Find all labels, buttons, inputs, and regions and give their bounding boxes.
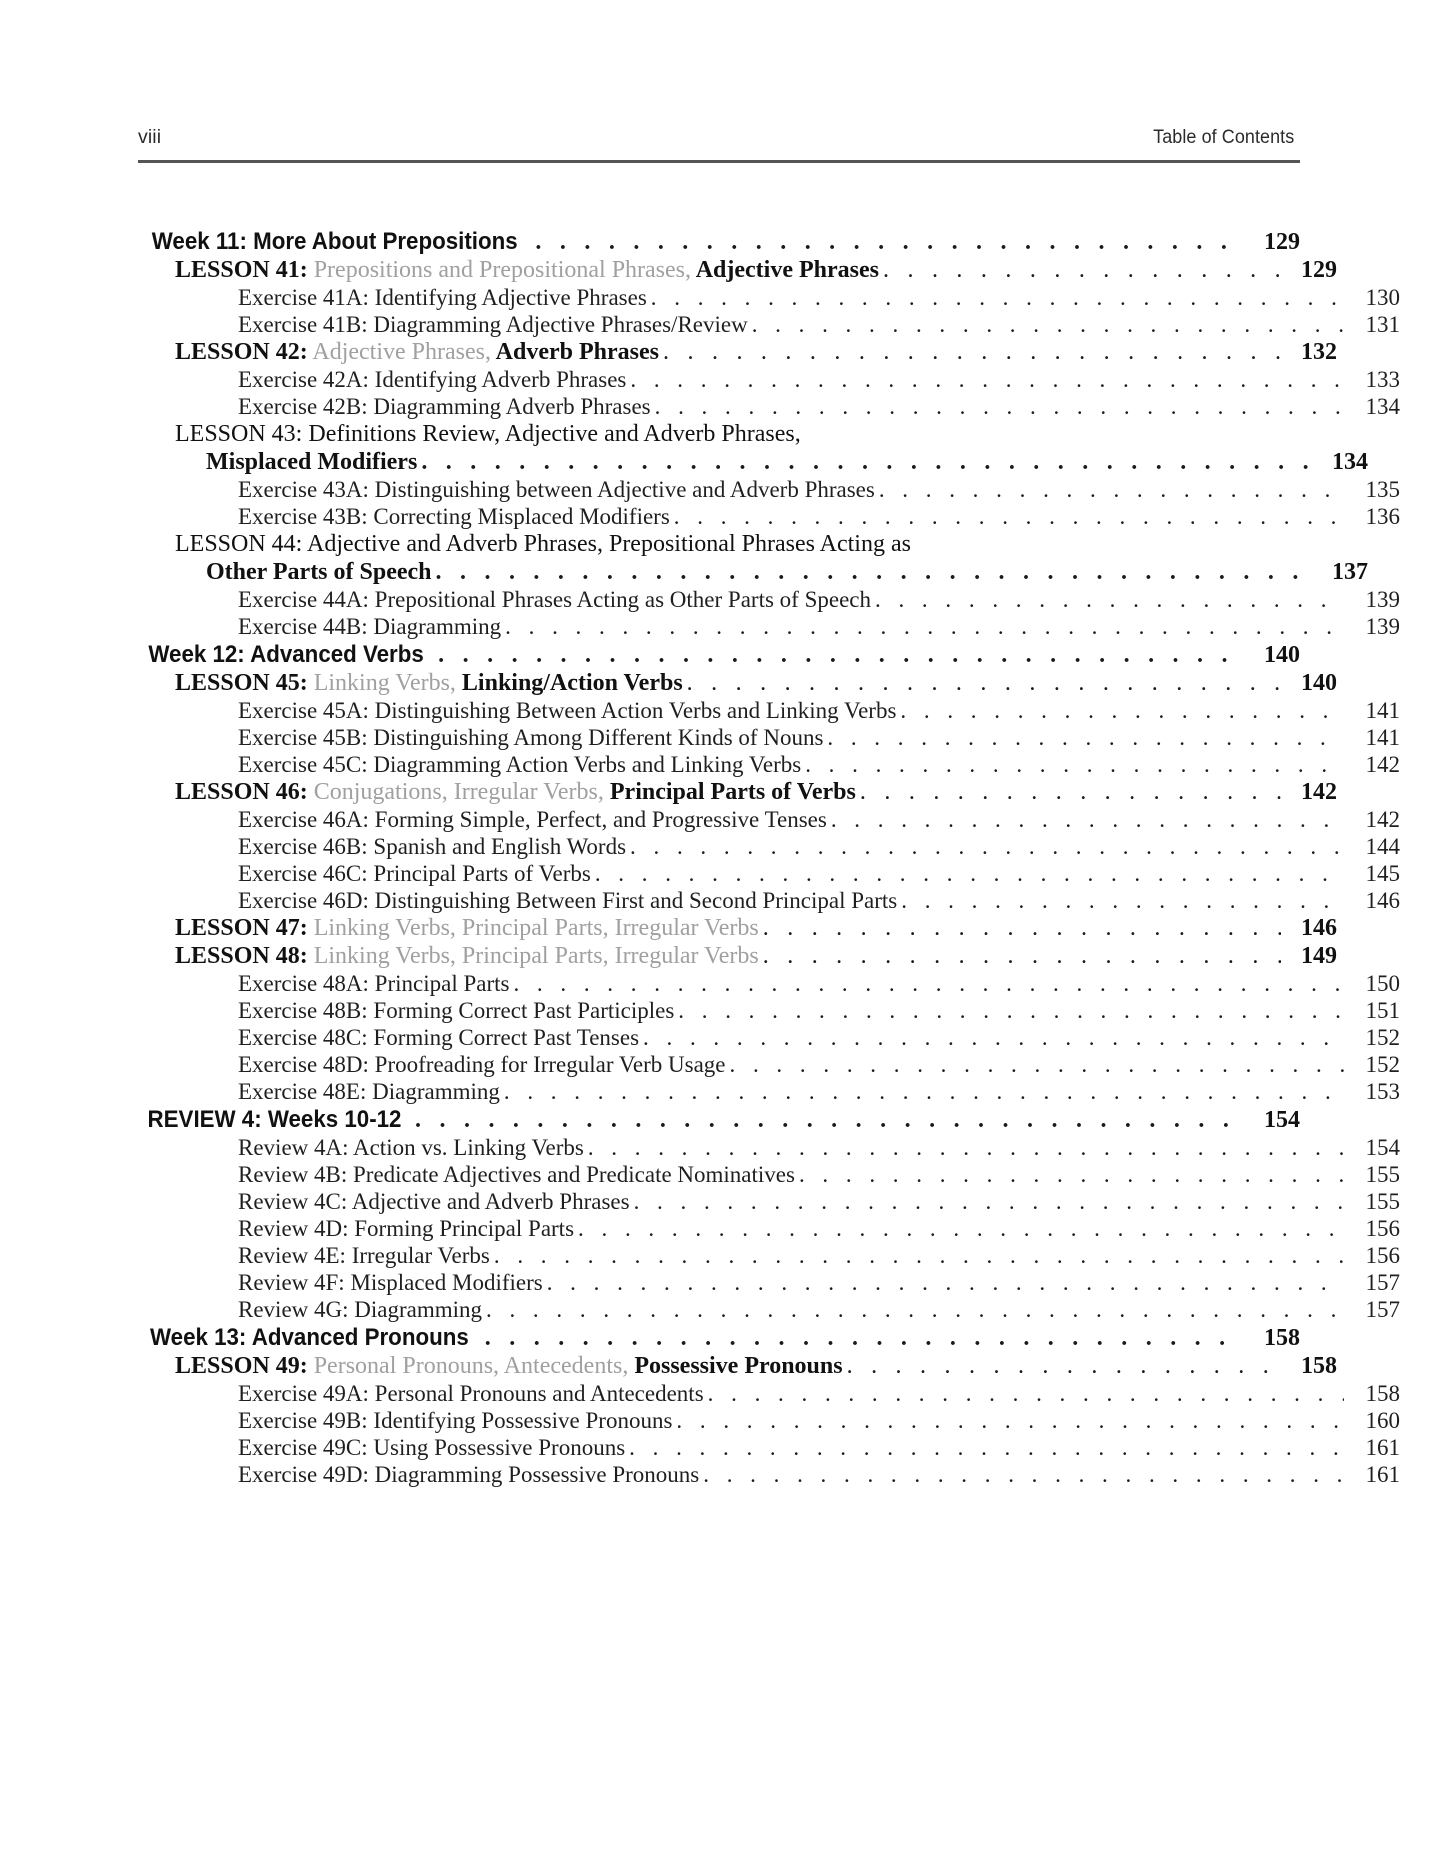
dot-leader <box>504 1079 1344 1105</box>
toc-page-number: 131 <box>1365 312 1400 337</box>
dot-leader <box>436 559 1312 586</box>
toc-exercise-label: Exercise 49A: Personal Pronouns and Antecedents <box>238 1381 704 1406</box>
toc-page-number: 158 <box>1365 1381 1400 1406</box>
toc-exercise-row[interactable] <box>238 1189 1400 1215</box>
toc-exercise-label: Exercise 43B: Correcting Misplaced Modifiers <box>238 504 670 529</box>
toc-lesson-number: LESSON 45: <box>175 670 308 696</box>
toc-page-number: 161 <box>1365 1462 1400 1487</box>
toc-page-number: 134 <box>1332 449 1368 475</box>
toc-exercise-label: Exercise 46A: Forming Simple, Perfect, and Progressive Tenses <box>238 807 827 832</box>
toc-exercise-row[interactable] <box>238 312 1400 338</box>
toc-page-number: 149 <box>1301 943 1337 969</box>
dot-leader <box>883 257 1281 284</box>
dot-leader <box>687 670 1281 697</box>
toc-exercise-row[interactable] <box>238 477 1400 503</box>
toc-exercise-row[interactable] <box>238 587 1400 613</box>
toc-lesson-number: LESSON 48: <box>175 943 308 969</box>
dot-leader <box>674 504 1344 530</box>
toc-page-number: 144 <box>1365 834 1400 859</box>
toc-page-number: 140 <box>1264 642 1300 668</box>
toc-exercise-label: Exercise 48D: Proofreading for Irregular Verb Usage <box>238 1052 726 1077</box>
toc-lesson-number: LESSON 47: <box>175 915 308 941</box>
header-rule <box>138 160 1300 163</box>
toc-lesson-number: LESSON 44: <box>175 531 303 557</box>
dot-leader <box>655 394 1344 420</box>
dot-leader <box>505 614 1344 640</box>
dot-leader <box>763 943 1281 970</box>
toc-page-number: 142 <box>1365 752 1400 777</box>
toc-exercise-label: Exercise 44B: Diagramming <box>238 614 502 639</box>
toc-exercise-label: Exercise 46D: Distinguishing Between First and Second Principal Parts <box>238 888 898 913</box>
toc-exercise-row[interactable] <box>238 1052 1400 1078</box>
dot-leader <box>630 834 1344 860</box>
toc-page-number: 152 <box>1365 1025 1400 1050</box>
toc-week-row[interactable] <box>138 641 1300 669</box>
toc-lesson-title: Linking/Action Verbs <box>455 670 683 696</box>
toc-page-number: 157 <box>1365 1297 1400 1322</box>
toc-exercise-label: Exercise 41B: Diagramming Adjective Phrases/Review <box>238 312 748 337</box>
toc-lesson-subtitle: Personal Pronouns, Antecedents, <box>307 1353 629 1379</box>
page-folio: viii <box>138 126 162 148</box>
toc-exercise-label: Review 4C: Adjective and Adverb Phrases <box>238 1189 630 1214</box>
toc-exercise-label: Exercise 45A: Distinguishing Between Action Verbs and Linking Verbs <box>238 698 897 723</box>
toc-page-number: 156 <box>1365 1243 1400 1268</box>
toc-exercise-row[interactable] <box>238 698 1400 724</box>
dot-leader <box>879 477 1344 503</box>
toc-week-label: Week 11: More About Prepositions <box>151 228 518 255</box>
toc-exercise-row[interactable] <box>238 971 1400 997</box>
dot-leader <box>703 1462 1344 1488</box>
toc-lesson-number: LESSON 49: <box>175 1353 308 1379</box>
toc-lesson-title: Adjective Phrases <box>691 257 879 283</box>
toc-exercise-row[interactable] <box>238 998 1400 1024</box>
toc-lesson-title: Possessive Pronouns <box>628 1353 843 1379</box>
toc-exercise-label: Review 4G: Diagramming <box>238 1297 483 1322</box>
dot-leader <box>578 1216 1344 1242</box>
toc-exercise-row[interactable] <box>238 888 1400 914</box>
toc-exercise-label: Exercise 46B: Spanish and English Words <box>238 834 627 859</box>
dot-leader <box>678 998 1344 1024</box>
toc-exercise-label: Exercise 48A: Principal Parts <box>238 971 510 996</box>
toc-exercise-label: Exercise 49C: Using Possessive Pronouns <box>238 1435 626 1460</box>
toc-exercise-row[interactable] <box>238 1079 1400 1105</box>
toc-exercise-label: Exercise 43A: Distinguishing between Adjective and Adverb Phrases <box>238 477 875 502</box>
dot-leader <box>634 1189 1344 1215</box>
dot-leader <box>805 752 1344 778</box>
toc-exercise-row[interactable] <box>238 1408 1400 1434</box>
toc-week-row[interactable] <box>138 228 1300 256</box>
toc-lesson-number: LESSON 46: <box>175 779 308 805</box>
toc-exercise-row[interactable] <box>238 1216 1400 1242</box>
toc-page-number: 129 <box>1264 229 1300 255</box>
toc-lesson-continuation-row[interactable] <box>206 449 1368 476</box>
dot-leader <box>827 725 1344 751</box>
toc-page-number: 129 <box>1301 257 1337 283</box>
toc-page-number: 153 <box>1365 1079 1400 1104</box>
toc-lesson-subtitle: Conjugations, Irregular Verbs, <box>307 779 604 805</box>
dot-leader <box>494 1243 1344 1269</box>
toc-exercise-row[interactable] <box>238 1297 1400 1323</box>
toc-exercise-label: Exercise 45B: Distinguishing Among Different Kinds of Nouns <box>238 725 824 750</box>
dot-leader <box>595 861 1344 887</box>
toc-exercise-row[interactable] <box>238 1270 1400 1296</box>
toc-week-label: Week 12: Advanced Verbs <box>148 641 424 668</box>
toc-exercise-row[interactable] <box>238 752 1400 778</box>
toc-page-number: 154 <box>1365 1135 1400 1160</box>
running-header-title: Table of Contents <box>1152 126 1294 148</box>
toc-page-number: 130 <box>1365 285 1400 310</box>
toc-page-number: 158 <box>1264 1325 1300 1351</box>
toc-exercise-row[interactable] <box>238 834 1400 860</box>
toc-page-number: 140 <box>1301 670 1337 696</box>
toc-page-number: 139 <box>1365 587 1400 612</box>
toc-exercise-row[interactable] <box>238 394 1400 420</box>
toc-page-number: 141 <box>1365 725 1400 750</box>
toc-exercise-row[interactable] <box>238 861 1400 887</box>
toc-lesson-number: LESSON 42: <box>175 339 308 365</box>
toc-lesson-row[interactable] <box>175 339 1337 366</box>
toc-exercise-label: Exercise 46C: Principal Parts of Verbs <box>238 861 591 886</box>
dot-leader <box>860 779 1281 806</box>
toc-lesson-row[interactable] <box>175 257 1337 284</box>
toc-lesson-continuation-label: Misplaced Modifiers <box>206 449 418 475</box>
toc-lesson-number: LESSON 41: <box>175 257 308 283</box>
dot-leader <box>438 642 1244 669</box>
toc-lesson-title: Prepositional Phrases Acting as <box>602 531 911 557</box>
toc-page-number: 135 <box>1365 477 1400 502</box>
toc-page-number: 152 <box>1365 1052 1400 1077</box>
toc-page-number: 133 <box>1365 367 1400 392</box>
toc-page-number: 134 <box>1365 394 1400 419</box>
toc-lesson-title: Adverb Phrases <box>491 339 659 365</box>
dot-leader <box>901 888 1344 914</box>
toc-exercise-row[interactable] <box>238 614 1400 640</box>
toc-exercise-label: Exercise 44A: Prepositional Phrases Acting as Other Parts of Speech <box>238 587 872 612</box>
toc-page-number: 156 <box>1365 1216 1400 1241</box>
dot-leader <box>900 698 1344 724</box>
running-header <box>138 126 1300 149</box>
dot-leader <box>799 1162 1344 1188</box>
dot-leader <box>831 807 1344 833</box>
toc-lesson-subtitle: Prepositions and Prepositional Phrases, <box>307 257 692 283</box>
dot-leader <box>643 1025 1344 1051</box>
dot-leader <box>676 1408 1344 1434</box>
toc-exercise-row[interactable] <box>238 1162 1400 1188</box>
toc-exercise-row[interactable] <box>238 807 1400 833</box>
toc-exercise-row[interactable] <box>238 1135 1400 1161</box>
dot-leader <box>708 1381 1344 1407</box>
toc-page-number: 146 <box>1301 915 1337 941</box>
toc-page-number: 151 <box>1365 998 1400 1023</box>
toc-exercise-row[interactable] <box>238 1462 1400 1488</box>
toc-page-number: 154 <box>1264 1107 1300 1133</box>
toc-lesson-row[interactable] <box>175 943 1337 970</box>
toc-lesson-row[interactable] <box>175 915 1337 942</box>
toc-exercise-row[interactable] <box>238 1381 1400 1407</box>
toc-lesson-continuation-row[interactable] <box>206 559 1368 586</box>
toc-page-number: 161 <box>1365 1435 1400 1460</box>
toc-page-number: 142 <box>1365 807 1400 832</box>
toc-lesson-row[interactable] <box>175 1353 1337 1380</box>
toc-page-number: 155 <box>1365 1162 1400 1187</box>
dot-leader <box>847 1353 1281 1380</box>
dot-leader <box>875 587 1344 613</box>
toc-page-number: 160 <box>1365 1408 1400 1433</box>
toc-lesson-subtitle: Linking Verbs, <box>307 670 456 696</box>
toc-lesson-row[interactable] <box>175 779 1337 806</box>
toc-exercise-label: Review 4F: Misplaced Modifiers <box>238 1270 543 1295</box>
toc-page-number: 158 <box>1301 1353 1337 1379</box>
toc-lesson-row[interactable] <box>175 421 1337 448</box>
toc-exercise-row[interactable] <box>238 1435 1400 1461</box>
toc-exercise-label: Exercise 48C: Forming Correct Past Tenses <box>238 1025 640 1050</box>
dot-leader <box>763 915 1281 942</box>
toc-page-number: 136 <box>1365 504 1400 529</box>
toc-exercise-label: Exercise 42A: Identifying Adverb Phrases <box>238 367 627 392</box>
toc-exercise-label: Review 4B: Predicate Adjectives and Predicate Nominatives <box>238 1162 795 1187</box>
dot-leader <box>730 1052 1344 1078</box>
toc-exercise-row[interactable] <box>238 285 1400 311</box>
toc-week-row[interactable] <box>138 1324 1300 1352</box>
toc-lesson-number: LESSON 43: <box>175 421 303 447</box>
toc-page-number: 157 <box>1365 1270 1400 1295</box>
toc-page-number: 146 <box>1365 888 1400 913</box>
toc-exercise-label: Review 4A: Action vs. Linking Verbs <box>238 1135 584 1160</box>
toc-lesson-continuation-label: Other Parts of Speech <box>206 559 432 585</box>
toc-lesson-subtitle: Definitions Review, Adjective and Adverb Phrases, <box>302 421 801 447</box>
dot-leader <box>629 1435 1344 1461</box>
toc-exercise-label: Exercise 48E: Diagramming <box>238 1079 500 1104</box>
toc-week-label: REVIEW 4: Weeks 10-12 <box>147 1106 402 1133</box>
toc-lesson-subtitle: Adjective Phrases, <box>307 339 491 365</box>
toc-page-number: 141 <box>1365 698 1400 723</box>
toc-exercise-row[interactable] <box>238 725 1400 751</box>
toc-lesson-subtitle: Adjective and Adverb Phrases, <box>302 531 603 557</box>
toc-week-label: Week 13: Advanced Pronouns <box>149 1324 469 1351</box>
dot-leader <box>752 312 1344 338</box>
toc-lesson-title: Principal Parts of Verbs <box>603 779 856 805</box>
dot-leader <box>588 1135 1344 1161</box>
toc-exercise-label: Review 4D: Forming Principal Parts <box>238 1216 575 1241</box>
dot-leader <box>535 229 1244 256</box>
dot-leader <box>651 285 1344 311</box>
dot-leader <box>486 1297 1344 1323</box>
dot-leader <box>547 1270 1344 1296</box>
toc-exercise-row[interactable] <box>238 1243 1400 1269</box>
toc-page-number: 139 <box>1365 614 1400 639</box>
toc-exercise-label: Exercise 42B: Diagramming Adverb Phrases <box>238 394 651 419</box>
dot-leader <box>663 339 1281 366</box>
dot-leader <box>415 1107 1244 1134</box>
dot-leader <box>485 1325 1244 1352</box>
toc-page-number: 155 <box>1365 1189 1400 1214</box>
toc-lesson-row[interactable] <box>175 531 1337 558</box>
toc-page-number: 137 <box>1332 559 1368 585</box>
toc-exercise-label: Exercise 48B: Forming Correct Past Participles <box>238 998 675 1023</box>
dot-leader <box>630 367 1344 393</box>
toc-exercise-row[interactable] <box>238 367 1400 393</box>
dot-leader <box>421 449 1312 476</box>
toc-page-number: 132 <box>1301 339 1337 365</box>
toc-page-number: 150 <box>1365 971 1400 996</box>
toc-exercise-label: Review 4E: Irregular Verbs <box>238 1243 490 1268</box>
toc-lesson-row[interactable] <box>175 670 1337 697</box>
dot-leader <box>513 971 1344 997</box>
toc-lesson-subtitle: Linking Verbs, Principal Parts, Irregular Verbs <box>307 943 759 969</box>
toc-exercise-label: Exercise 45C: Diagramming Action Verbs and Linking Verbs <box>238 752 802 777</box>
toc-exercise-row[interactable] <box>238 1025 1400 1051</box>
toc-exercise-row[interactable] <box>238 504 1400 530</box>
toc-exercise-label: Exercise 41A: Identifying Adjective Phrases <box>238 285 647 310</box>
toc-page-number: 145 <box>1365 861 1400 886</box>
toc-lesson-subtitle: Linking Verbs, Principal Parts, Irregular Verbs <box>307 915 759 941</box>
toc-exercise-label: Exercise 49B: Identifying Possessive Pronouns <box>238 1408 673 1433</box>
toc-exercise-label: Exercise 49D: Diagramming Possessive Pronouns <box>238 1462 700 1487</box>
toc-page-number: 142 <box>1301 779 1337 805</box>
table-of-contents-list <box>138 228 1400 1489</box>
toc-week-row[interactable] <box>138 1106 1300 1134</box>
